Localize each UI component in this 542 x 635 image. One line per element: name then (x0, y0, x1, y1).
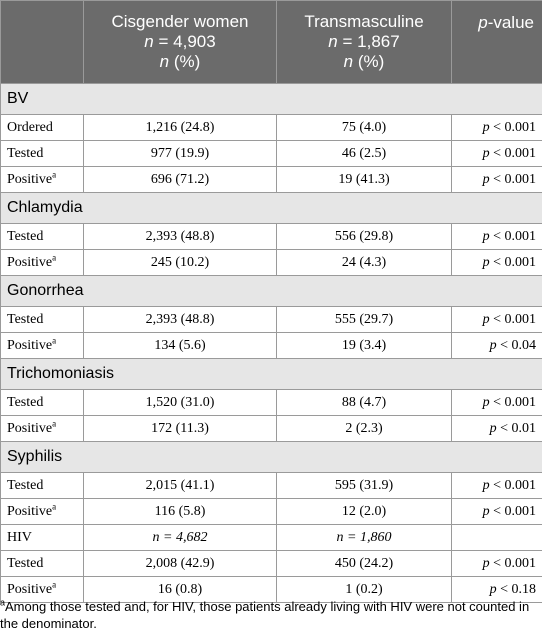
p-value-cell (452, 307, 542, 333)
table-row (1, 115, 542, 141)
p-value-cell (452, 224, 542, 250)
footnote-marker: a (52, 417, 57, 428)
p-italic: p (482, 394, 490, 410)
section-title: Chlamydia (1, 193, 542, 224)
header-trans-n-value: = 1,867 (337, 32, 400, 51)
cis-value: 172 (11.3) (84, 416, 277, 442)
section-gonorrhea (1, 276, 542, 307)
p-number: < 0.04 (496, 337, 536, 353)
footnote-marker: a (52, 251, 57, 262)
p-number: < 0.001 (489, 503, 536, 519)
table-row (1, 416, 542, 442)
header-cisgender-women (84, 1, 277, 84)
p-value-cell (452, 115, 542, 141)
p-value-cell (452, 167, 542, 193)
cis-value: 2,393 (48.8) (84, 224, 277, 250)
section-title: Gonorrhea (1, 276, 542, 307)
row-label: Positive (7, 254, 53, 270)
header-trans-pct-n: n (343, 52, 354, 71)
row-label: Tested (1, 551, 84, 577)
p-value-cell (452, 333, 542, 359)
header-blank-cell (1, 1, 84, 84)
cis-value: 1,216 (24.8) (84, 115, 277, 141)
cis-value: 16 (0.8) (84, 577, 277, 603)
p-value-cell (452, 141, 542, 167)
p-italic: p (482, 119, 490, 135)
row-label: Positive (7, 503, 53, 519)
hiv-cis-n: n = 4,682 (84, 525, 277, 551)
cis-value: 2,008 (42.9) (84, 551, 277, 577)
row-label: HIV (1, 525, 84, 551)
hiv-p-blank (452, 525, 542, 551)
header-p-rest: -value (487, 13, 534, 32)
cis-value: 2,015 (41.1) (84, 473, 277, 499)
header-cis-n-label: n (144, 32, 154, 51)
header-trans-pct: (%) (353, 52, 385, 71)
header-trans-n-label: n (328, 32, 338, 51)
p-number: < 0.001 (489, 145, 536, 161)
table-row (1, 224, 542, 250)
p-italic: p (489, 581, 497, 597)
p-italic: p (482, 228, 490, 244)
cis-value: 696 (71.2) (84, 167, 277, 193)
p-value-cell (452, 551, 542, 577)
p-italic: p (482, 477, 490, 493)
row-label: Positive (7, 581, 53, 597)
table-row (1, 390, 542, 416)
table-row (1, 473, 542, 499)
section-title: BV (1, 84, 542, 115)
p-number: < 0.001 (489, 119, 536, 135)
footnote-marker: a (52, 500, 57, 511)
row-label: Positive (7, 337, 53, 353)
cis-value: 116 (5.8) (84, 499, 277, 525)
cis-value: 245 (10.2) (84, 250, 277, 276)
p-number: < 0.01 (496, 420, 536, 436)
trans-value: 1 (0.2) (277, 577, 452, 603)
p-italic: p (482, 311, 490, 327)
p-number: < 0.001 (489, 228, 536, 244)
footnote-marker: a (52, 334, 57, 345)
p-value-cell (452, 390, 542, 416)
trans-value: 88 (4.7) (277, 390, 452, 416)
table-row (1, 307, 542, 333)
header-transmasculine (277, 1, 452, 84)
p-italic: p (482, 503, 490, 519)
table-row (1, 551, 542, 577)
trans-value: 556 (29.8) (277, 224, 452, 250)
table-row (1, 167, 542, 193)
cis-value: 977 (19.9) (84, 141, 277, 167)
cis-value: 134 (5.6) (84, 333, 277, 359)
p-number: < 0.001 (489, 254, 536, 270)
p-number: < 0.001 (489, 394, 536, 410)
row-label-cell (1, 499, 84, 525)
table-row (1, 499, 542, 525)
header-p-value (452, 1, 542, 84)
p-value-cell (452, 250, 542, 276)
header-cis-pct: (%) (169, 52, 201, 71)
trans-value: 19 (3.4) (277, 333, 452, 359)
hiv-row (1, 525, 542, 551)
trans-value: 12 (2.0) (277, 499, 452, 525)
row-label: Tested (1, 473, 84, 499)
header-cis-n-value: = 4,903 (153, 32, 216, 51)
trans-value: 46 (2.5) (277, 141, 452, 167)
section-syphilis (1, 442, 542, 473)
trans-value: 24 (4.3) (277, 250, 452, 276)
p-number: < 0.18 (496, 581, 536, 597)
p-value-cell (452, 499, 542, 525)
p-italic: p (482, 171, 490, 187)
header-trans-title: Transmasculine (304, 12, 424, 31)
p-italic: p (482, 254, 490, 270)
section-bv (1, 84, 542, 115)
hiv-trans-n: n = 1,860 (277, 525, 452, 551)
table-row (1, 141, 542, 167)
header-cis-title: Cisgender women (111, 12, 249, 31)
p-number: < 0.001 (489, 311, 536, 327)
section-chlamydia (1, 193, 542, 224)
p-value-cell (452, 473, 542, 499)
row-label: Ordered (1, 115, 84, 141)
p-italic: p (482, 145, 490, 161)
p-value-cell (452, 416, 542, 442)
cis-value: 2,393 (48.8) (84, 307, 277, 333)
footnote-text: Among those tested and, for HIV, those patients already living with HIV were not counted in the denominator. (0, 599, 530, 631)
row-label: Tested (1, 224, 84, 250)
header-p-italic: p (478, 13, 488, 32)
p-number: < 0.001 (489, 171, 536, 187)
row-label-cell (1, 416, 84, 442)
trans-value: 595 (31.9) (277, 473, 452, 499)
p-italic: p (482, 555, 490, 571)
trans-value: 19 (41.3) (277, 167, 452, 193)
row-label: Tested (1, 390, 84, 416)
p-number: < 0.001 (489, 477, 536, 493)
trans-value: 450 (24.2) (277, 551, 452, 577)
table-row (1, 333, 542, 359)
row-label-cell (1, 333, 84, 359)
cis-value: 1,520 (31.0) (84, 390, 277, 416)
trans-value: 75 (4.0) (277, 115, 452, 141)
footnote-marker: a (52, 578, 57, 589)
p-italic: p (489, 337, 497, 353)
table-footnote (0, 598, 542, 632)
footnote-marker: a (52, 168, 57, 179)
table-row (1, 250, 542, 276)
row-label: Tested (1, 141, 84, 167)
row-label-cell (1, 250, 84, 276)
row-label: Positive (7, 171, 53, 187)
section-title: Syphilis (1, 442, 542, 473)
row-label: Positive (7, 420, 53, 436)
footnote-marker: a (0, 597, 6, 608)
trans-value: 555 (29.7) (277, 307, 452, 333)
trans-value: 2 (2.3) (277, 416, 452, 442)
header-row (1, 1, 542, 84)
row-label: Tested (1, 307, 84, 333)
section-title: Trichomoniasis (1, 359, 542, 390)
section-trichomoniasis (1, 359, 542, 390)
row-label-cell (1, 167, 84, 193)
p-number: < 0.001 (489, 555, 536, 571)
p-italic: p (489, 420, 497, 436)
header-cis-pct-n: n (159, 52, 170, 71)
